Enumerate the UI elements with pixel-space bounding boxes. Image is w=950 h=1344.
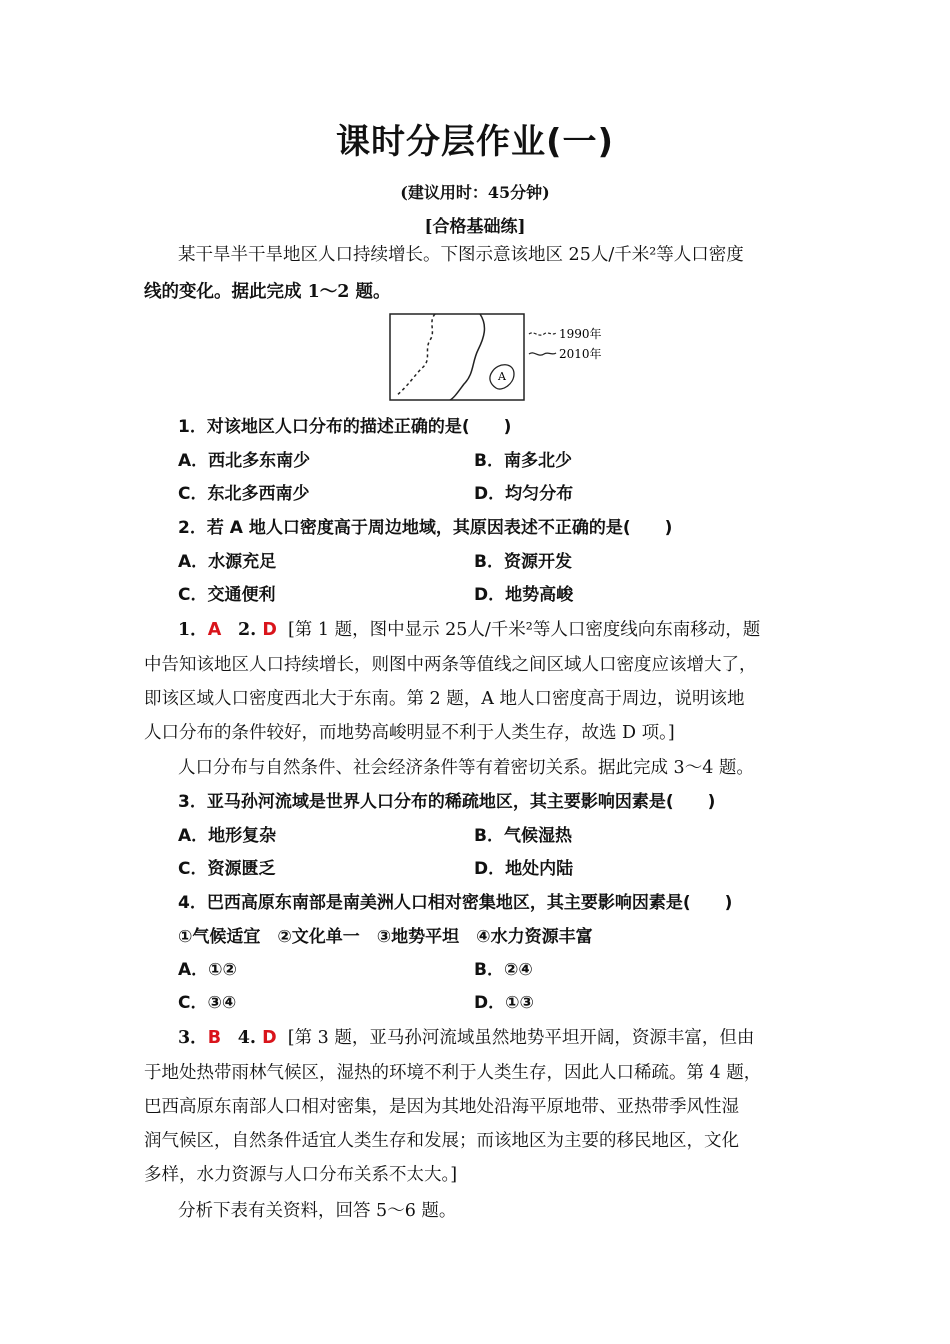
answer-1-2-line-4: 人口分布的条件较好，而地势高峻明显不利于人类生存，故选 D 项。] xyxy=(144,723,675,743)
section-heading: [合格基础练] xyxy=(424,217,526,237)
q4-option-d[interactable]: D．①③ xyxy=(474,993,534,1013)
q2-stem: 2．若 A 地人口密度高于周边地域，其原因表述不正确的是( ) xyxy=(178,518,673,538)
q1-option-c[interactable]: C．东北多西南少 xyxy=(178,484,310,504)
q3-stem: 3．亚马孙河流域是世界人口分布的稀疏地区，其主要影响因素是( ) xyxy=(178,792,716,812)
answer-1-key: A xyxy=(207,620,222,640)
q3-option-d[interactable]: D．地处内陆 xyxy=(474,859,574,879)
answer-3-4-line-1 xyxy=(178,1026,858,1050)
intro-line-2: 线的变化。据此完成 1～2 题。 xyxy=(144,282,391,302)
q1-option-d[interactable]: D．均匀分布 xyxy=(474,484,574,504)
area-a-label: A xyxy=(498,370,506,383)
answer-4-number: 4. xyxy=(237,1028,263,1048)
answer-3-4-line-5: 多样，水力资源与人口分布关系不太大。] xyxy=(144,1165,458,1185)
answer-4-key: D xyxy=(262,1028,277,1048)
intro-line-1: 某干旱半干旱地区人口持续增长。下图示意该地区 25人/千米²等人口密度 xyxy=(178,245,744,265)
q4-stem: 4．巴西高原东南部是南美洲人口相对密集地区，其主要影响因素是( ) xyxy=(178,893,733,913)
answer-3-number: 3． xyxy=(178,1028,208,1048)
answer-1-2-text: [第 1 题，图中显示 25人/千米²等人口密度线向东南移动，题 xyxy=(287,620,761,640)
time-hint: (建议用时：45分钟) xyxy=(400,183,550,202)
answer-2-number: 2. xyxy=(237,620,263,640)
q4-option-a[interactable]: A．①② xyxy=(178,960,237,980)
q4-option-c[interactable]: C．③④ xyxy=(178,993,237,1013)
answer-1-2-line-1 xyxy=(178,618,858,642)
answer-3-4-line-3: 巴西高原东南部人口相对密集，是因为其地处沿海平原地带、亚热带季风性湿 xyxy=(144,1097,739,1117)
page-title: 课时分层作业(一) xyxy=(335,122,615,162)
intro-2: 人口分布与自然条件、社会经济条件等有着密切关系。据此完成 3～4 题。 xyxy=(178,758,754,778)
answer-3-4-line-4: 润气候区，自然条件适宜人类生存和发展；而该地区为主要的移民地区，文化 xyxy=(144,1131,739,1151)
q1-option-a[interactable]: A．西北多东南少 xyxy=(178,451,311,471)
line-2010 xyxy=(450,314,484,400)
map-frame xyxy=(390,314,524,400)
answer-1-number: 1． xyxy=(178,620,208,640)
legend-2010-symbol xyxy=(529,353,556,355)
intro-3: 分析下表有关资料，回答 5～6 题。 xyxy=(178,1201,457,1221)
answer-3-key: B xyxy=(207,1028,222,1048)
q3-option-b[interactable]: B．气候湿热 xyxy=(474,826,572,846)
q4-items: ①气候适宜 ②文化单一 ③地势平坦 ④水力资源丰富 xyxy=(178,927,593,947)
answer-1-2-line-3: 即该区域人口密度西北大于东南。第 2 题，A 地人口密度高于周边，说明该地 xyxy=(144,689,745,709)
line-1990 xyxy=(396,314,435,396)
answer-3-4-text: [第 3 题，亚马孙河流域虽然地势平坦开阔，资源丰富，但由 xyxy=(287,1028,755,1048)
legend-1990-label: 1990年 xyxy=(559,327,602,341)
legend-2010-label: 2010年 xyxy=(559,347,602,361)
answer-2-key: D xyxy=(262,620,277,640)
q2-option-c[interactable]: C．交通便利 xyxy=(178,585,276,605)
legend-1990-symbol xyxy=(529,333,556,335)
q1-stem: 1．对该地区人口分布的描述正确的是( ) xyxy=(178,417,512,437)
q1-option-b[interactable]: B．南多北少 xyxy=(474,451,572,471)
q2-option-d[interactable]: D．地势高峻 xyxy=(474,585,574,605)
q3-option-c[interactable]: C．资源匮乏 xyxy=(178,859,276,879)
answer-1-2-line-2: 中告知该地区人口持续增长，则图中两条等值线之间区域人口密度应该增大了， xyxy=(144,655,757,675)
q2-option-a[interactable]: A．水源充足 xyxy=(178,552,277,572)
q4-option-b[interactable]: B．②④ xyxy=(474,960,533,980)
population-density-map xyxy=(388,312,603,402)
q2-option-b[interactable]: B．资源开发 xyxy=(474,552,572,572)
answer-3-4-line-2: 于地处热带雨林气候区，湿热的环境不利于人类生存，因此人口稀疏。第 4 题， xyxy=(144,1063,762,1083)
q3-option-a[interactable]: A．地形复杂 xyxy=(178,826,277,846)
